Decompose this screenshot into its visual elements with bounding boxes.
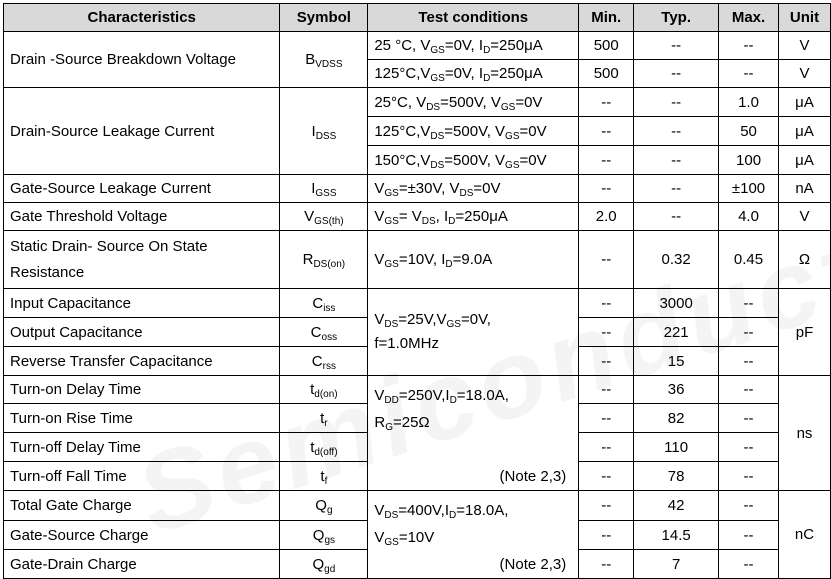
max-value: -- <box>719 376 779 404</box>
note-label: (Note 2,3) <box>499 556 567 573</box>
min-value: -- <box>579 550 634 579</box>
min-value: -- <box>579 347 634 376</box>
min-value: -- <box>579 146 634 175</box>
max-value: 1.0 <box>719 88 779 117</box>
typ-value: -- <box>634 175 719 203</box>
test-condition: $150^\circ C,V_{DS}=500V$, $V_{GS}=0V$ <box>368 146 579 175</box>
param-name: Drain-Source Leakage Current <box>4 88 280 175</box>
min-value: 500 <box>579 60 634 88</box>
min-value: -- <box>579 491 634 521</box>
typ-value: -- <box>634 60 719 88</box>
param-name: Gate-Drain Charge <box>4 550 280 579</box>
typ-value: 221 <box>634 318 719 347</box>
min-value: -- <box>579 231 634 289</box>
param-name: Gate-Source Charge <box>4 520 280 550</box>
unit-value: μA <box>779 146 831 175</box>
table-row <box>4 289 831 318</box>
param-symbol: $Q_{gs}$ <box>280 520 368 550</box>
param-symbol: $R_{DS(on)}$ <box>280 231 368 289</box>
max-value: -- <box>719 60 779 88</box>
table-row <box>4 203 831 231</box>
typ-value: -- <box>634 32 719 60</box>
max-value: -- <box>719 462 779 491</box>
unit-value: V <box>779 60 831 88</box>
max-value: -- <box>719 404 779 433</box>
param-name: Drain -Source Breakdown Voltage <box>4 32 280 88</box>
param-name: Gate Threshold Voltage <box>4 203 280 231</box>
typ-value: 14.5 <box>634 520 719 550</box>
param-name: Turn-on Rise Time <box>4 404 280 433</box>
table-row <box>4 32 831 60</box>
test-condition: $125^\circ C,V_{GS}=0V$, $I_D=250\mu A$ <box>368 60 579 88</box>
min-value: -- <box>579 404 634 433</box>
test-condition: $125^\circ C,V_{DS}=500V$, $V_{GS}=0V$ <box>368 117 579 146</box>
param-symbol: $Q_g$ <box>280 491 368 521</box>
param-symbol: $t_r$ <box>280 404 368 433</box>
test-condition: 25 °C, $V_{GS}=0V$, $I_D=250\mu A$ <box>368 32 579 60</box>
electrical-characteristics-table <box>3 3 831 579</box>
min-value: -- <box>579 175 634 203</box>
typ-value: -- <box>634 117 719 146</box>
typ-value: 0.32 <box>634 231 719 289</box>
param-name: Turn-off Delay Time <box>4 433 280 462</box>
param-symbol: $C_{oss}$ <box>280 318 368 347</box>
unit-value: V <box>779 32 831 60</box>
header-max: Max. <box>719 4 779 32</box>
max-value: 0.45 <box>719 231 779 289</box>
param-name-line1: Static Drain- Source On State <box>10 237 208 255</box>
max-value: -- <box>719 433 779 462</box>
unit-value: nC <box>779 491 831 579</box>
test-condition: $V_{DD}=250V,I_D=18.0A$, $R_G=25\Omega$ (Note 2,3) <box>368 376 579 491</box>
unit-value: ns <box>779 376 831 491</box>
table-row <box>4 231 831 289</box>
unit-value: μA <box>779 88 831 117</box>
test-condition: $V_{GS}=10V$, $I_D=9.0A$ <box>368 231 579 289</box>
header-row <box>4 4 831 32</box>
param-symbol: $I_{GSS}$ <box>280 175 368 203</box>
param-name-line2: Resistance <box>10 263 85 281</box>
note-label: (Note 2,3) <box>499 468 567 485</box>
param-name: Input Capacitance <box>4 289 280 318</box>
min-value: -- <box>579 289 634 318</box>
test-condition: $V_{DS}=400V,I_D=18.0A$, $V_{GS}=10V$ (Note 2,3) <box>368 491 579 579</box>
typ-value: 42 <box>634 491 719 521</box>
max-value: -- <box>719 347 779 376</box>
header-characteristics: Characteristics <box>4 4 280 32</box>
test-condition: $V_{DS}=25V,V_{GS}=0V$, f=1.0MHz <box>368 289 579 376</box>
max-value: ±100 <box>719 175 779 203</box>
param-symbol: $V_{GS(th)}$ <box>280 203 368 231</box>
max-value: -- <box>719 318 779 347</box>
param-symbol: $t_{d(on)}$ <box>280 376 368 404</box>
typ-value: 78 <box>634 462 719 491</box>
typ-value: 7 <box>634 550 719 579</box>
header-min: Min. <box>579 4 634 32</box>
max-value: 50 <box>719 117 779 146</box>
param-name: Gate-Source Leakage Current <box>4 175 280 203</box>
unit-value: nA <box>779 175 831 203</box>
min-value: -- <box>579 117 634 146</box>
param-symbol: $B_{VDSS}$ <box>280 32 368 88</box>
param-name: Reverse Transfer Capacitance <box>4 347 280 376</box>
typ-value: -- <box>634 146 719 175</box>
table-row <box>4 88 831 117</box>
unit-value: μA <box>779 117 831 146</box>
param-symbol: $C_{rss}$ <box>280 347 368 376</box>
param-symbol: $I_{DSS}$ <box>280 88 368 175</box>
max-value: -- <box>719 520 779 550</box>
param-symbol: $t_{d(off)}$ <box>280 433 368 462</box>
typ-value: 82 <box>634 404 719 433</box>
test-condition: $V_{GS}=\pm 30V$, $V_{DS}=0V$ <box>368 175 579 203</box>
max-value: -- <box>719 491 779 521</box>
table-row <box>4 376 831 404</box>
min-value: -- <box>579 318 634 347</box>
max-value: -- <box>719 32 779 60</box>
header-typ: Typ. <box>634 4 719 32</box>
typ-value: 3000 <box>634 289 719 318</box>
unit-value: pF <box>779 289 831 376</box>
param-name: Output Capacitance <box>4 318 280 347</box>
max-value: 100 <box>719 146 779 175</box>
min-value: -- <box>579 462 634 491</box>
typ-value: -- <box>634 203 719 231</box>
min-value: 500 <box>579 32 634 60</box>
param-name: Turn-on Delay Time <box>4 376 280 404</box>
table-row <box>4 491 831 521</box>
typ-value: 36 <box>634 376 719 404</box>
param-symbol: $C_{iss}$ <box>280 289 368 318</box>
max-value: 4.0 <box>719 203 779 231</box>
table-row <box>4 175 831 203</box>
param-name: Turn-off Fall Time <box>4 462 280 491</box>
header-unit: Unit <box>779 4 831 32</box>
min-value: 2.0 <box>579 203 634 231</box>
param-symbol: $Q_{gd}$ <box>280 550 368 579</box>
unit-value: Ω <box>779 231 831 289</box>
typ-value: 15 <box>634 347 719 376</box>
test-condition: $V_{GS}= V_{DS}$, $I_D=250\mu A$ <box>368 203 579 231</box>
min-value: -- <box>579 520 634 550</box>
header-symbol: Symbol <box>280 4 368 32</box>
header-test-conditions: Test conditions <box>368 4 579 32</box>
min-value: -- <box>579 88 634 117</box>
max-value: -- <box>719 550 779 579</box>
test-condition: 25°C, $V_{DS}=500V$, $V_{GS}=0V$ <box>368 88 579 117</box>
param-name: Total Gate Charge <box>4 491 280 521</box>
param-name <box>4 231 280 289</box>
typ-value: 110 <box>634 433 719 462</box>
param-symbol: $t_f$ <box>280 462 368 491</box>
min-value: -- <box>579 433 634 462</box>
unit-value: V <box>779 203 831 231</box>
max-value: -- <box>719 289 779 318</box>
min-value: -- <box>579 376 634 404</box>
typ-value: -- <box>634 88 719 117</box>
